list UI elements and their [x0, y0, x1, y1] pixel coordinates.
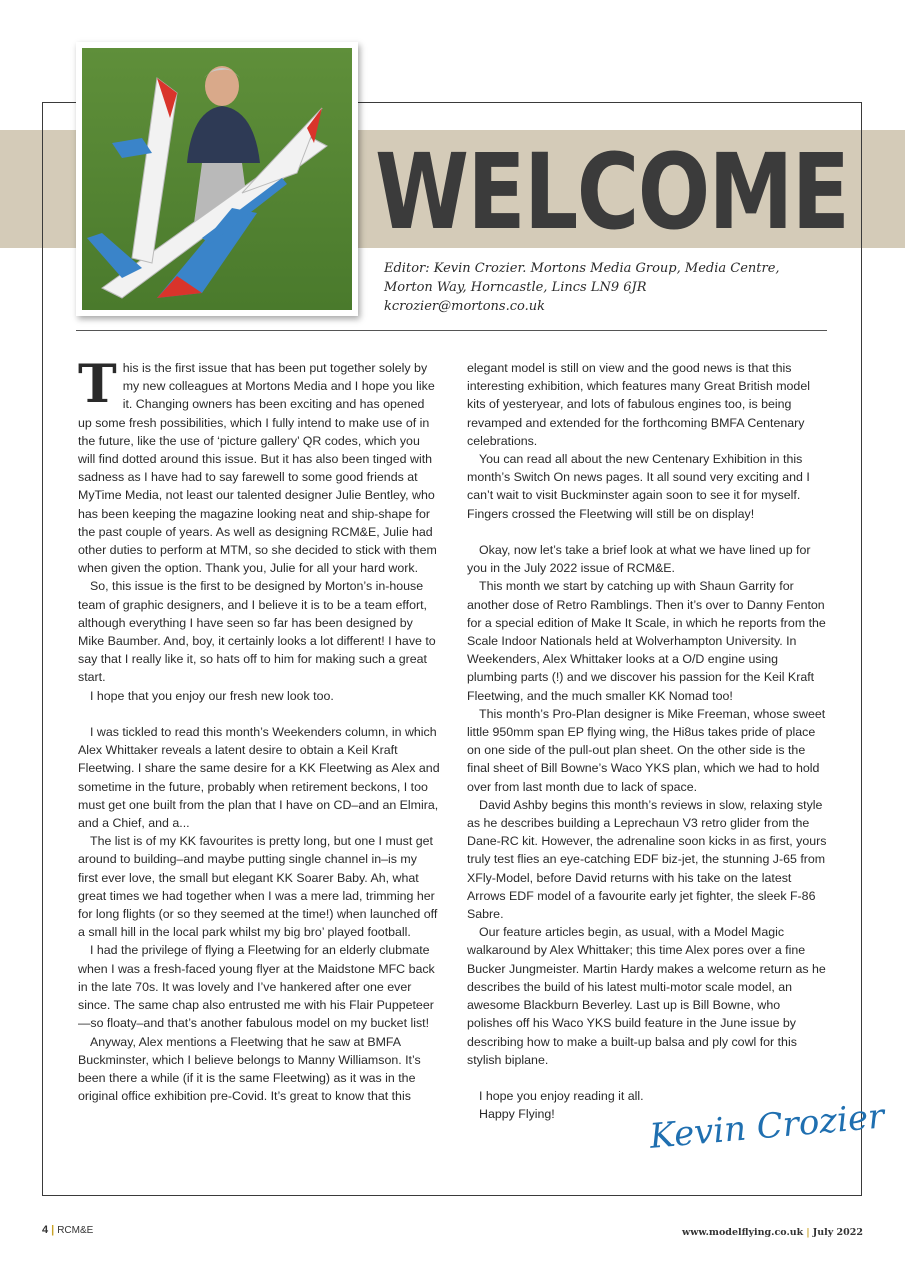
article-column-left: [78, 354, 440, 1105]
paragraph: This is the first issue that has been put together solely by my new colleagues at Mortons Media and I hope you like it. Changing owners has been exciting and has opened up some fresh possibilities, which I fully intend to make use of in the future, like the use of ‘picture gallery’ QR codes, which you will find dotted around this issue. But it has also been tinged with sadness as I have had to say farewell to some good friends at MyTime Media, not least our talented designer Julie Bentley, who has been keeping the magazine looking neat and ship-shape for the past couple of years. As well as designing RCM&E, Julie had other duties to perform at MTM, so she decided to stick with them when given the option. Thank you, Julie for all your hard work.: [78, 354, 437, 576]
paragraph: Anyway, Alex mentions a Fleetwing that he saw at BMFA Buckminster, which I believe belongs to Manny Williamson. It’s been there a while (if it is the same Fleetwing) as it was in the original office exhibition pre-Covid. It’s great to know that this: [78, 1034, 421, 1104]
paragraph: I hope you enjoy reading it all.: [479, 1089, 644, 1104]
footer-right: www.modelflying.co.uk | July 2022: [682, 1227, 863, 1238]
footer-left: 4 | RCM&E: [42, 1224, 94, 1236]
magazine-name: RCM&E: [57, 1225, 94, 1236]
editor-email: kcrozier@mortons.co.uk: [384, 299, 545, 314]
paragraph: So, this issue is the first to be designed by Morton’s in-house team of graphic designers, and I believe it is to be a team effort, although everything I have seen so far has been designed by Mike Baumber. And, boy, it certainly looks a lot different! I have to say that I really like it, so hats off to him for making such a great start.: [78, 579, 436, 685]
editor-with-model-plane-image: [82, 48, 352, 310]
drop-cap: T: [78, 354, 117, 415]
article-column-right: [467, 359, 829, 1124]
paragraph: I was tickled to read this month’s Weekenders column, in which Alex Whittaker reveals a latent desire to obtain a Keil Kraft Fleetwing. I share the same desire for a KK Fleetwing as Alex and sometime in the future, probably when retirement beckons, I too must get one built from the plan that I have on CD–and an Elmira, and a Chief, and a...: [78, 725, 440, 831]
editor-photo: [76, 42, 358, 316]
paragraph: Our feature articles begin, as usual, with a Model Magic walkaround by Alex Whittaker; this time Alex pores over a fine Bucker Jungmeister. Martin Hardy makes a welcome return as he describes the build of his latest multi-motor scale model, an awesome Blackburn Beverley. Last up is Bill Bowne, who polishes off his Waco YKS build feature in the June issue by describing how to make a built-up balsa and ply cowl for this stylish biplane.: [467, 925, 826, 1067]
editor-line: Morton Way, Horncastle, Lincs LN9 6JR: [384, 280, 647, 295]
paragraph: You can read all about the new Centenary Exhibition in this month’s Switch On news pages. It all sound very exciting and I can’t wait to visit Buckminster again soon to see it for myself. Fingers crossed the Fleetwing will still be on display!: [467, 452, 810, 521]
paragraph: I hope that you enjoy our fresh new look too.: [90, 688, 334, 703]
paragraph: Happy Flying!: [479, 1107, 555, 1122]
editor-line: Editor: Kevin Crozier. Mortons Media Group, Media Centre,: [384, 261, 780, 276]
paragraph: This month’s Pro-Plan designer is Mike Freeman, whose sweet little 950mm span EP flying wing, the Hi8us takes pride of place on one side of the pull-out plan sheet. On the other side is the final sheet of Bill Bowne’s Waco YKS plan, which we had to hold over from last month due to lack of space.: [467, 706, 826, 794]
paragraph: David Ashby begins this month’s reviews in slow, relaxing style as he describes building a Leprechaun V3 retro glider from the Dane-RC kit. However, the adrenaline soon kicks in as first, yours truly test flies an eye-catching EDF biz-jet, the stunning J-65 from XFly-Model, before David returns with his take on the latest Arrows EDF model of a favourite early jet fighter, the sleek F-86 Sabre.: [467, 797, 827, 922]
page-title: WELCOME: [375, 131, 849, 253]
paragraph: I had the privilege of flying a Fleetwing for an elderly clubmate when I was a fresh-faced young flyer at the Maidstone MFC back in the late 70s. It was lovely and I’ve hankered after one ever since. The same chap also entrusted me with his Flair Puppeteer—so floaty–and that’s another fabulous model on my bucket list!: [78, 943, 435, 1031]
paragraph: elegant model is still on view and the good news is that this interesting exhibition, which features many Great British model kits of yesteryear, and lots of fabulous engines too, is being revamped and extended for the forthcoming BMFA Centenary celebrations.: [467, 361, 810, 448]
paragraph: Okay, now let’s take a brief look at what we have lined up for you in the July 2022 issue of RCM&E.: [467, 543, 811, 576]
editor-signature: Kevin Crozier: [648, 1096, 886, 1157]
divider: [76, 330, 827, 331]
issue-date: July 2022: [812, 1227, 863, 1238]
editor-contact: [384, 259, 780, 316]
website-link[interactable]: www.modelflying.co.uk: [682, 1227, 804, 1238]
paragraph: The list is of my KK favourites is pretty long, but one I must get around to building–and maybe putting single channel in–is my first ever love, the small but elegant KK Soarer Baby. Ah, what great times we had together when I was a mere lad, trimming her for long flights (or so they seemed at the time!) when launched off a small hill in the local park whilst my big bro’ played football.: [78, 834, 438, 940]
page-number: 4: [42, 1224, 49, 1236]
paragraph: This month we start by catching up with Shaun Garrity for another dose of Retro Ramblings. Then it’s over to Danny Fenton for a special edition of Make It Scale, in which he reports from the Scale Indoor Nationals held at Wolverhampton University. In Weekenders, Alex Whittaker looks at a O/D engine using plumbing parts (!) and we discover his passion for the Keil Kraft Fleetwing, and the much smaller KK Nomad too!: [467, 579, 826, 703]
